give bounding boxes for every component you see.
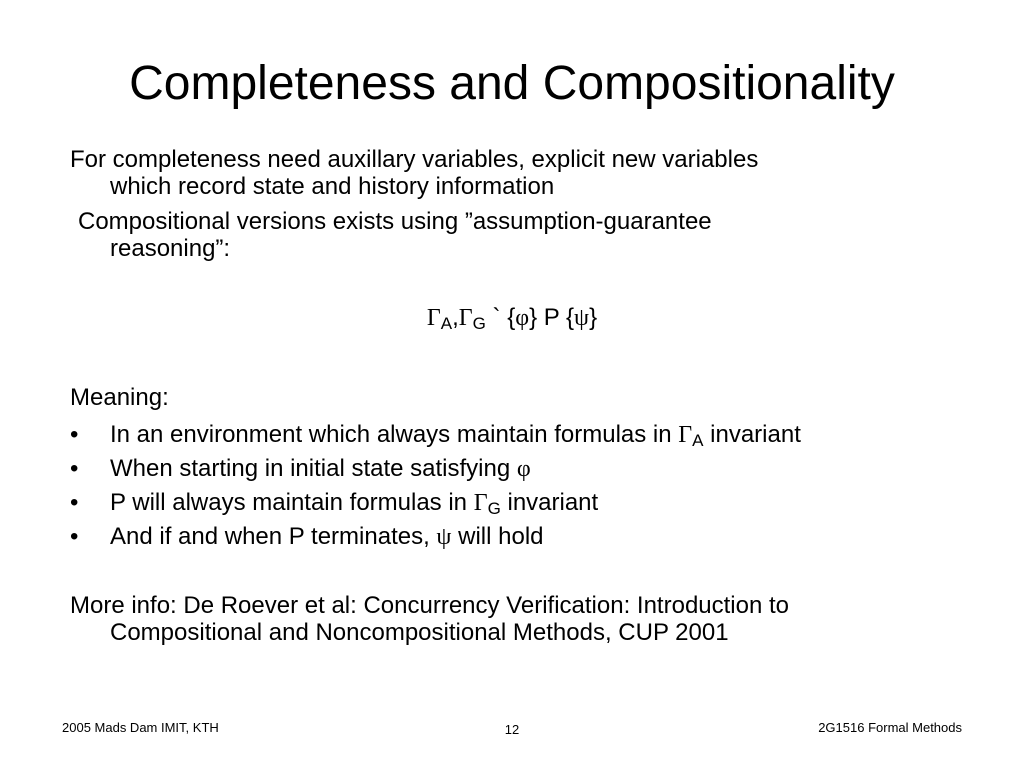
list-item: [70, 452, 801, 486]
slide-title: Completeness and Compositionality: [129, 57, 895, 110]
bullet-text: And if and when P terminates,: [110, 523, 437, 550]
gamma-symbol: Γ: [426, 305, 441, 331]
paragraph-line: Compositional versions exists using ”assumption-guarantee: [78, 208, 712, 235]
paragraph-compositional-versions: [78, 208, 958, 262]
comma: ,: [452, 304, 459, 331]
subscript-a: A: [692, 431, 704, 450]
brace-close: }: [589, 304, 598, 331]
bullet-text: When starting in initial state satisfying: [110, 455, 517, 482]
brace-open: {: [566, 304, 575, 331]
list-item: [70, 520, 801, 554]
phi-symbol: φ: [516, 456, 531, 482]
turnstile-symbol: `: [485, 304, 508, 331]
meaning-bullet-list: [70, 418, 801, 554]
paragraph-line: which record state and history information: [110, 173, 555, 200]
footer-author: 2005 Mads Dam IMIT, KTH: [62, 720, 219, 735]
bullet-marker: •: [70, 523, 79, 550]
paragraph-auxiliary-variables: [70, 146, 950, 200]
bullet-text-tail: will hold: [451, 523, 544, 550]
paragraph-line: More info: De Roever et al: Concurrency Verification: Introduction to: [70, 592, 790, 619]
paragraph-line: Compositional and Noncompositional Methods, CUP 2001: [110, 619, 729, 646]
assumption-guarantee-formula: [0, 304, 1024, 332]
footer-page-number: 12: [504, 722, 520, 737]
gamma-symbol: Γ: [473, 490, 488, 516]
bullet-text: P will always maintain formulas in: [110, 489, 474, 516]
list-item: [70, 418, 801, 452]
footer-course: 2G1516 Formal Methods: [818, 720, 962, 735]
paragraph-line: reasoning”:: [110, 235, 231, 262]
psi-symbol: ψ: [436, 524, 452, 550]
paragraph-more-info: [70, 592, 950, 646]
bullet-text-tail: invariant: [500, 489, 599, 516]
brace-open: {: [507, 304, 516, 331]
gamma-symbol: Γ: [458, 305, 473, 331]
phi-symbol: φ: [515, 305, 530, 331]
bullet-text-tail: invariant: [703, 421, 801, 448]
list-item: [70, 486, 801, 520]
psi-symbol: ψ: [574, 305, 590, 331]
gamma-symbol: Γ: [678, 422, 693, 448]
bullet-marker: •: [70, 455, 79, 482]
meaning-label: Meaning:: [70, 384, 169, 411]
paragraph-line: For completeness need auxillary variables, explicit new variables: [70, 146, 759, 173]
subscript-g: G: [472, 314, 486, 333]
subscript-a: A: [440, 314, 453, 333]
brace-close: }: [529, 304, 538, 331]
bullet-text: In an environment which always maintain formulas in: [110, 421, 679, 448]
program-p: P: [537, 304, 567, 331]
bullet-marker: •: [70, 489, 79, 516]
bullet-marker: •: [70, 421, 79, 448]
subscript-g: G: [487, 499, 501, 518]
